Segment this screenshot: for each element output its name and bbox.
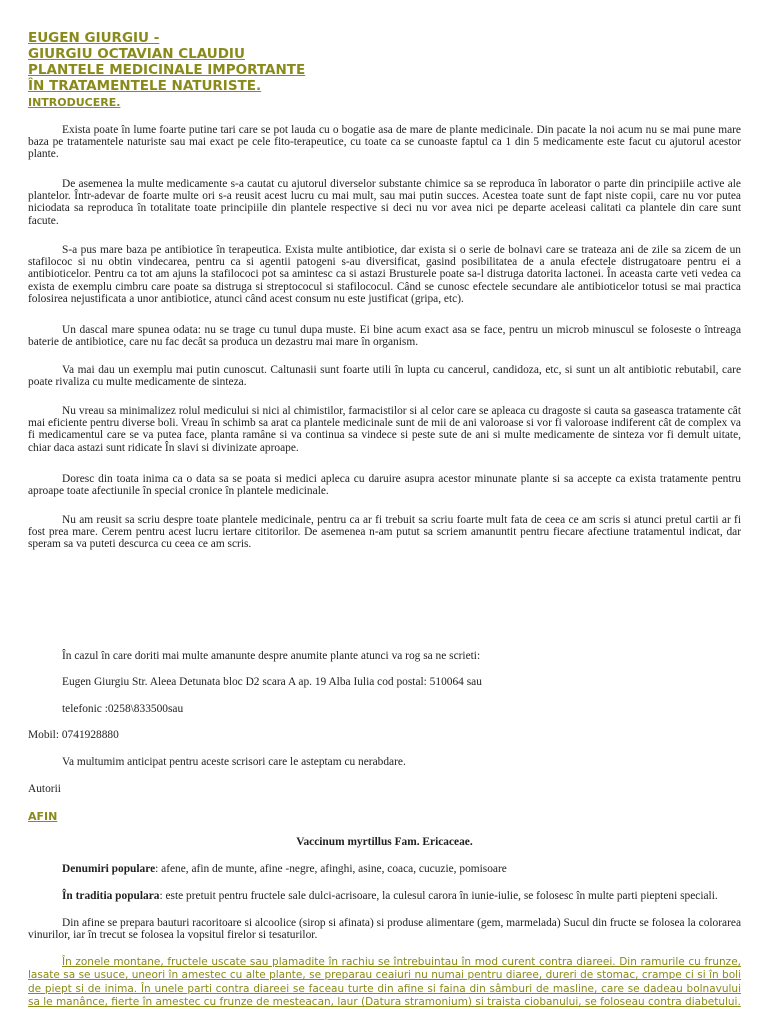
afin-paragraph: Din afine se prepara bauturi racoritoare si alcoolice (sirop si afinata) si produse alimentare (gem, marmelada) Sucul din fructe se folosea la colorarea vinurilor, iar în trecut se folosea la vopsitul firelor si tesaturilor. [28,917,741,942]
popular-names-text: : afene, afin de munte, afine -negre, afinghi, asine, coaca, cucuzie, pomisoare [155,863,507,875]
postal-address: Eugen Giurgiu Str. Aleea Detunata bloc D2 scara A ap. 19 Alba Iulia cod postal: 510064 sau [62,676,482,688]
folk-tradition-label: În traditia populara [62,890,160,902]
intro-paragraph: S-a pus mare baza pe antibiotice în terapeutica. Exista multe antibiotice, dar exista si o serie de bolnavi care se trateaza ani de zile sa zicem de un stafilococ si nu obtin vindecarea, pentru ca si agentii patogeni s-au diversificat, gasind posibilitatea de a anula efectele distrugatoare pentru ei a antibioticelor. Pentru ca tot am ajuns la stafilococi pot sa amintesc ca si astazi Brusturele poate sa-l distruga datorita lactonei. În aceasta carte veti vedea ca exista de exemplu cimbru care poate sa distruga si streptococul si stafilococul. Când se cunosc efectele secundare ale antibioticelor totusi se mai practica folosirea nejustificata a unor antibiotice, atunci când acest consum nu este justificat (gripa, etc). [28,244,741,305]
author-heading-2: GIURGIU OCTAVIAN CLAUDIU [28,46,245,62]
phone-number: telefonic :0258\833500sau [62,703,184,715]
folk-tradition [62,890,718,903]
intro-paragraph: Un dascal mare spunea odata: nu se trage cu tunul dupa muste. Ei bine acum exact asa se face, pentru un microb minuscul se foloseste o întreaga baterie de antibiotice, care nu fac decât sa produca un dezastru mai mare în organism. [28,324,741,349]
latin-name: Vaccinum myrtillus Fam. Ericaceae. [296,836,473,848]
popular-names-label: Denumiri populare [62,863,156,875]
section-heading-afin: AFIN [28,810,58,823]
book-title-line-2: ÎN TRATAMENTELE NATURISTE. [28,78,262,94]
intro-paragraph: Nu am reusit sa scriu despre toate plantele medicinale, pentru ca ar fi trebuit sa scriu foarte mult fata de ceea ce am scris si atunci pretul cartii ar fi fost prea mare. Cerem pentru acest lucru iertare cititorilor. De asemenea n-am putut sa scriem amanuntit pentru fiecare afectiune tratamentul indicat, dar speram sa va puteti descurca cu ceea ce am scris. [28,514,741,551]
folk-tradition-text: : este pretuit pentru fructele sale dulci-acrisoare, la culesul carora în iunie-iulie, se folosesc în multe parti piepteni speciali. [159,890,718,902]
intro-paragraph: Doresc din toata inima ca o data sa se poata si medici apleca cu daruire asupra acestor minunate plante si sa accepte ca exista tratamente pentru aproape toate afectiunile în special cronice în plantele medicinale. [28,473,741,498]
author-heading-1: EUGEN GIURGIU - [28,30,160,46]
afin-highlighted-paragraph: În zonele montane, fructele uscate sau plamadite în rachiu se întrebuintau în mod curent contra diareei. Din ramurile cu frunze, lasate sa se usuce, uneori în amestec cu alte plante, se preparau ceaiuri nu numai pentru diaree, dureri de stomac, crampe ci si în boli de piept si de inima. În unele parti contra diareei se faceau turte din afine si faina din sâmburi de masline, care se dadeau bolnavului sa le manânce, fierte în amestec cu frunze de mesteacan, laur (Datura stramonium) si traista ciobanului, se foloseau contra diabetului. [28,956,741,1009]
intro-paragraph: Va mai dau un exemplu mai putin cunoscut. Caltunasii sunt foarte utili în lupta cu cancerul, candidoza, etc, si sunt un alt antibiotic rebutabil, care poate rivaliza cu multe medicamente de sinteza. [28,364,741,389]
signature: Autorii [28,783,61,795]
intro-paragraph: De asemenea la multe medicamente s-a cautat cu ajutorul diverselor substante chimice sa se reproduca în laborator o parte din principiile active ale plantelor. Într-adevar de foarte multe ori s-a reusit acest lucru cu mai mult, sau mai putin succes. Acestea toate sunt de fapt niste copii, care nu vor putea niciodata sa reproduca în totalitate toate principiile din plantele respective si deci nu vor avea nici pe departe aceleasi calitati ca plantele din care sunt facute. [28,178,741,227]
thanks-note: Va multumim anticipat pentru aceste scrisori care le asteptam cu nerabdare. [62,756,406,768]
intro-paragraph: Nu vreau sa minimalizez rolul medicului si nici al chimistilor, farmacistilor si al celor care se apleaca cu dragoste si cauta sa gaseasca tratamente cât mai eficiente pentru diverse boli. Vreau în schimb sa arat ca plantele medicinale sunt de mii de ani valoroase si vor fi valoroase indiferent cât de complex va fi medicamentul care se va putea face, planta ramâne si va continua sa vindece si peste sute de ani si multe medicamente de sinteza vor fi demult uitate, chiar daca astazi sunt ridicate În slavi si divinizate aproape. [28,405,741,454]
intro-paragraph: Exista poate în lume foarte putine tari care se pot lauda cu o bogatie asa de mare de plante medicinale. Din pacate la noi acum nu se mai pune mare baza pe tratamentele naturiste sau mai exact pe cele fito-terapeutice, cu toate ca se cunoaste faptul ca 1 din 5 medicamente este facut cu ajutorul acestor plante. [28,124,741,161]
section-heading-introducere: INTRODUCERE. [28,96,121,109]
contact-request: În cazul în care doriti mai multe amanunte despre anumite plante atunci va rog sa ne scrieti: [62,650,481,662]
book-title-line-1: PLANTELE MEDICINALE IMPORTANTE [28,62,306,78]
popular-names [62,863,507,876]
mobile-number: Mobil: 0741928880 [28,729,119,741]
